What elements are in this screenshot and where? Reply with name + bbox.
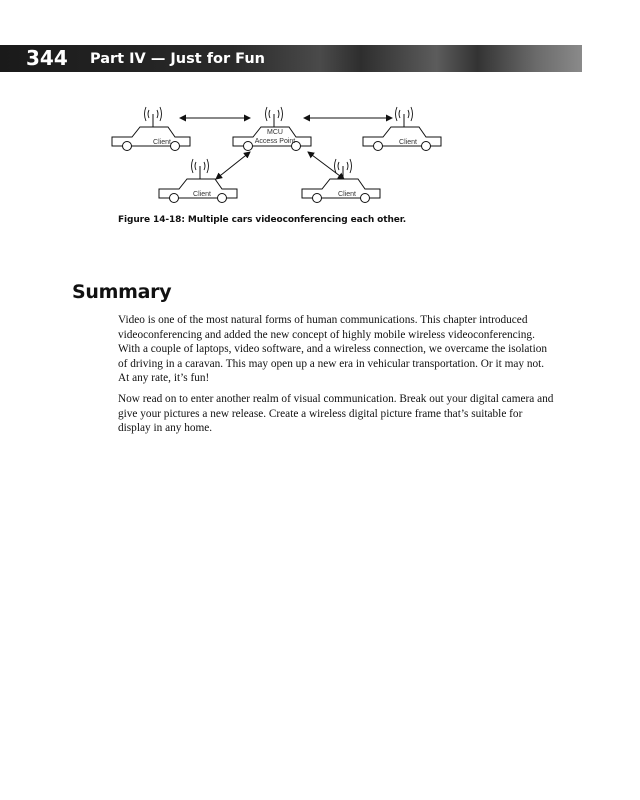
label-access-point: Access Point: [254, 138, 296, 145]
part-title: Part IV — Just for Fun: [90, 51, 265, 67]
section-heading: Summary: [72, 281, 172, 303]
header-bar: [0, 45, 582, 72]
arrow-link-bottom-right: [308, 152, 344, 179]
figure-diagram: [112, 100, 417, 210]
figure-caption: [118, 215, 406, 225]
arrow-link-bottom-left: [216, 152, 250, 179]
page-number: 344: [26, 46, 68, 70]
figure-caption-label: Figure 14-18:: [118, 215, 185, 225]
paragraph: Now read on to enter another realm of visual communication. Break out your digital camera and give your pictures a new release. Create a wireless digital picture frame that’s suitable for display in any home.: [118, 392, 554, 435]
label-client-top-left: Client: [153, 139, 171, 146]
car-client-top-left: [112, 107, 190, 151]
label-client-top-right: Client: [399, 139, 417, 146]
label-client-bottom-right: Client: [338, 191, 356, 198]
label-mcu: MCU: [267, 129, 283, 136]
paragraph: Video is one of the most natural forms of human communications. This chapter introduced videoconferencing and added the new concept of highly mobile wireless videoconferencing. With a couple of laptops, video software, and a wireless connection, we overcame the isolation of driving in a caravan. This may open up a new era in vehicular transportation. Or it may not. At any rate, it’s fun!: [118, 314, 548, 385]
label-client-bottom-left: Client: [193, 191, 211, 198]
body-text: [118, 313, 554, 442]
figure-caption-text: Multiple cars videoconferencing each other.: [187, 215, 407, 225]
